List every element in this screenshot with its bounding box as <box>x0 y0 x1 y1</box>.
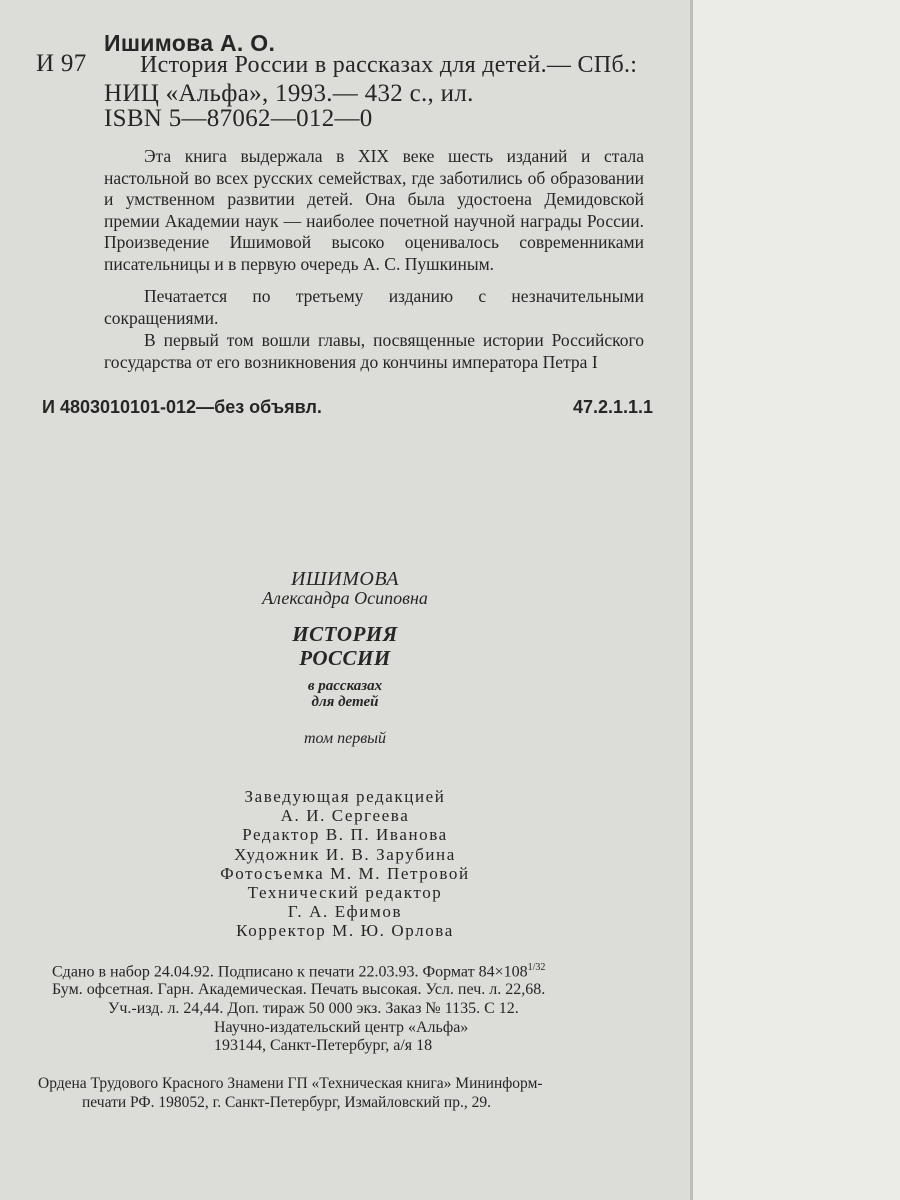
subtitle-line1: в рассказах <box>307 678 383 694</box>
credit-line: Корректор М. Ю. Орлова <box>236 921 454 940</box>
imprint-line <box>52 962 545 981</box>
author-surname: ИШИМОВА <box>290 568 400 590</box>
credit-line: Редактор В. П. Иванова <box>242 825 448 844</box>
bbk-index: 47.2.1.1.1 <box>573 397 654 417</box>
imprint-line: Бум. офсетная. Гарн. Академическая. Печать высокая. Усл. печ. л. 22,68. <box>52 981 546 998</box>
credit-line: Заведующая редакцией <box>244 787 446 806</box>
isbn: ISBN 5—87062—012—0 <box>104 105 373 132</box>
annotation-paragraph: В первый том вошли главы, посвященные истории Российского государства от его возникновения до кончины императора Петра I <box>104 330 644 372</box>
book-title-line2: РОССИИ <box>299 646 391 670</box>
credit-line: А. И. Сергеева <box>280 806 410 825</box>
credit-line: Художник И. В. Зарубина <box>234 845 456 864</box>
adjacent-page <box>693 0 900 1200</box>
format-fraction: 1/32 <box>527 962 546 973</box>
book-title-line1: ИСТОРИЯ <box>292 622 398 646</box>
imprint-text: Сдано в набор 24.04.92. Подписано к печати 22.03.93. Формат 84×108 <box>52 963 528 981</box>
author-full-name: Александра Осиповна <box>262 588 428 608</box>
credit-line: Фотосъемка М. М. Петровой <box>220 864 470 883</box>
printer-line: печати РФ. 198052, г. Санкт-Петербург, Измайловский пр., 29. <box>82 1094 491 1111</box>
volume-label: том первый <box>303 730 387 747</box>
subtitle-line2: для детей <box>311 694 379 710</box>
publisher-line: НИЦ «Альфа», 1993.— 432 с., ил. <box>104 80 474 107</box>
publisher-name: Научно-издательский центр «Альфа» <box>214 1019 469 1036</box>
imprint-line: Уч.-изд. л. 24,44. Доп. тираж 50 000 экз. Заказ № 1135. С 12. <box>108 1000 519 1017</box>
credit-line: Технический редактор <box>247 883 443 902</box>
credit-line: Г. А. Ефимов <box>287 902 403 921</box>
annotation-paragraph: Эта книга выдержала в XIX веке шесть изданий и стала настольной во всех русских семействах, где заботились об образовании и умственном развитии детей. Она была удостоена Демидовской премии Академии наук — наиболее почетной научной награды России. Произведение Ишимовой высоко оценивалось современниками писательницы и в первую очередь А. С. Пушкиным. <box>104 146 644 274</box>
bibliographic-title: История России в рассказах для детей.— СПб.: <box>140 52 638 78</box>
publication-code: И 4803010101-012—без объявл. <box>42 397 322 417</box>
printer-line: Ордена Трудового Красного Знамени ГП «Техническая книга» Мининформ- <box>38 1075 543 1092</box>
call-number: И 97 <box>36 50 87 77</box>
author-heading: Ишимова А. О. <box>104 30 276 56</box>
publisher-address: 193144, Санкт-Петербург, а/я 18 <box>214 1037 433 1054</box>
annotation-paragraph: Печатается по третьему изданию с незначительными сокращениями. <box>104 286 644 328</box>
